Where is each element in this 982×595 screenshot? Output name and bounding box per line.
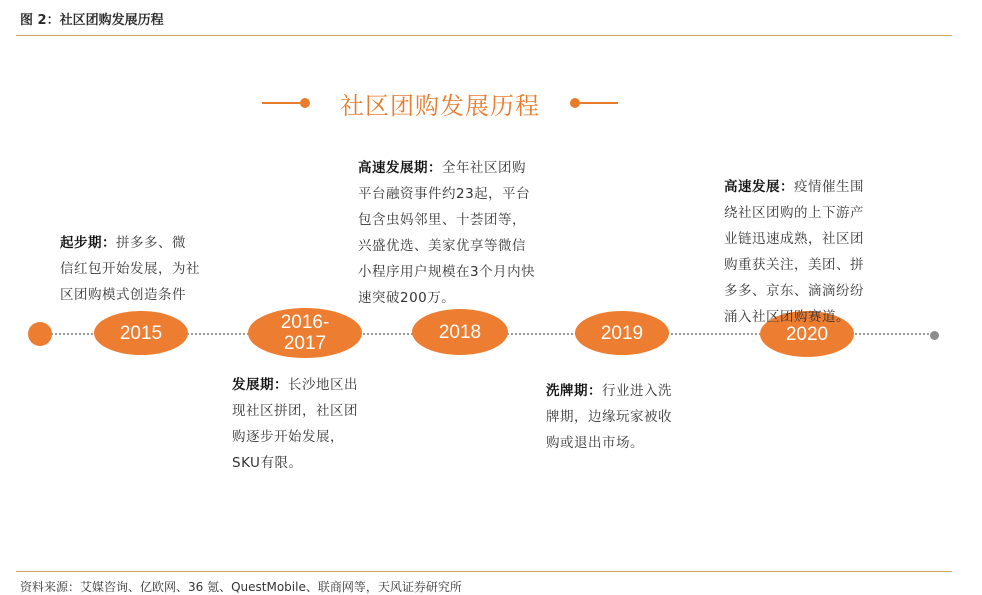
- stage-text: 业链迅速成熟，社区团: [724, 231, 864, 247]
- stage-text: 区团购模式创造条件: [60, 287, 186, 303]
- timeline-node-2020: 2020: [760, 311, 854, 357]
- stage-label: 发展期：: [232, 377, 288, 393]
- title-right-dot: [570, 98, 580, 108]
- stage-text: SKU有限。: [232, 455, 303, 471]
- timeline-node-2015: 2015: [94, 311, 188, 355]
- stage-text: 信红包开始发展，为社: [60, 261, 200, 277]
- stage-text: 长沙地区出: [288, 377, 358, 393]
- top-rule: [16, 35, 952, 36]
- source-note: 资料来源：艾媒咨询、亿欧网、36 氪、QuestMobile、联商网等，天风证券研究所: [20, 580, 462, 594]
- stage-text: 平台融资事件约23起，平台: [358, 186, 531, 202]
- title-right-line: [580, 102, 618, 104]
- stage-text: 购逐步开始发展，: [232, 429, 344, 445]
- timeline-end-dot: [930, 331, 939, 340]
- stage-text: 包含虫妈邻里、十荟团等，: [358, 212, 526, 228]
- stage-text: 拼多多、微: [116, 235, 186, 251]
- title-left-line: [262, 102, 300, 104]
- stage-text: 多多、京东、滴滴纷纷: [724, 283, 864, 299]
- timeline-start-dot: [28, 322, 52, 346]
- stage-text: 绕社区团购的上下游产: [724, 205, 864, 221]
- stage-text: 兴盛优选、美家优享等微信: [358, 238, 526, 254]
- stage-text: 购或退出市场。: [546, 435, 644, 451]
- diagram-title: 社区团购发展历程: [340, 92, 540, 120]
- stage-text: 购重获关注，美团、拼: [724, 257, 864, 273]
- stage-text: 现社区拼团，社区团: [232, 403, 358, 419]
- stage-text: 速突破200万。: [358, 290, 456, 306]
- stage-text: 行业进入洗: [602, 383, 672, 399]
- stage-label: 起步期：: [60, 235, 116, 251]
- stage-label: 高速发展：: [724, 179, 794, 195]
- stage-desc-2020: [724, 174, 904, 330]
- stage-desc-2015: [60, 230, 240, 308]
- stage-label: 洗牌期：: [546, 383, 602, 399]
- diagram-title-block: [262, 86, 622, 120]
- stage-desc-2018: [358, 155, 578, 311]
- stage-desc-2019: [546, 378, 716, 456]
- stage-text: 涌入社区团购赛道。: [724, 309, 850, 325]
- stage-label: 高速发展期：: [358, 160, 442, 176]
- stage-text: 全年社区团购: [442, 160, 526, 176]
- stage-text: 牌期，边缘玩家被收: [546, 409, 672, 425]
- stage-text: 小程序用户规模在3个月内快: [358, 264, 536, 280]
- timeline-node-2018: 2018: [412, 309, 508, 355]
- stage-text: 疫情催生围: [794, 179, 864, 195]
- title-left-dot: [300, 98, 310, 108]
- bottom-rule: [16, 571, 952, 572]
- figure-caption: 图 2：社区团购发展历程: [20, 13, 164, 28]
- timeline-node-2019: 2019: [575, 311, 669, 355]
- stage-desc-2016-2017: [232, 372, 402, 476]
- timeline-node-2016-2017: 2016- 2017: [248, 308, 362, 358]
